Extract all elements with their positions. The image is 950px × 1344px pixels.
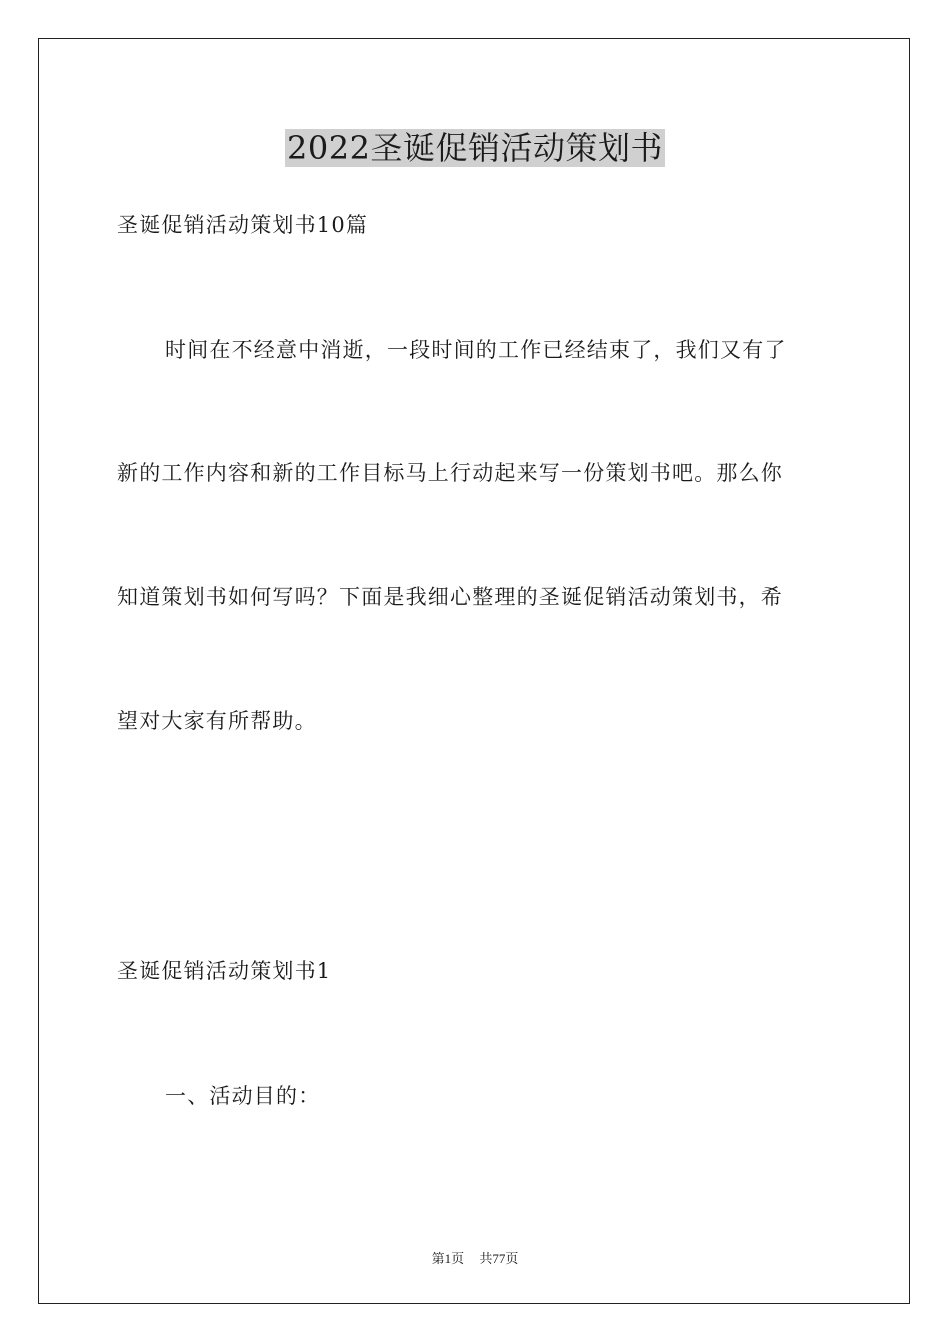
document-subtitle: 圣诞促销活动策划书10篇: [117, 213, 369, 237]
document-title: 2022圣诞促销活动策划书: [287, 129, 663, 167]
section-heading: 圣诞促销活动策划书1: [117, 959, 332, 983]
intro-line-4: 望对大家有所帮助。: [117, 709, 317, 733]
item-heading: 一、活动目的：: [165, 1084, 321, 1108]
page-number: 第1页: [431, 1251, 465, 1266]
intro-line-3: 知道策划书如何写吗？下面是我细心整理的圣诞促销活动策划书，希: [117, 585, 783, 609]
document-title-wrap: [0, 126, 950, 170]
page-total: 共77页: [479, 1251, 519, 1266]
intro-line-2: 新的工作内容和新的工作目标马上行动起来写一份策划书吧。那么你: [117, 461, 783, 485]
intro-line-1: 时间在不经意中消逝，一段时间的工作已经结束了，我们又有了: [165, 338, 787, 362]
page-footer: [0, 1248, 950, 1267]
